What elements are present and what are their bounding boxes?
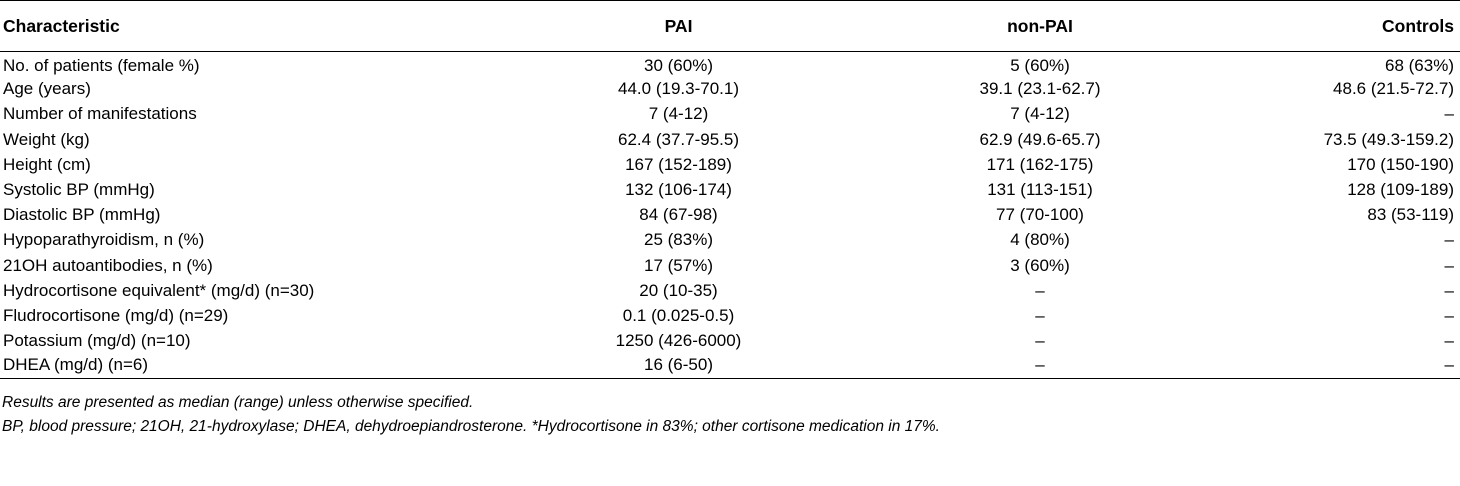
cell-non-pai: 131 (113-151) bbox=[987, 180, 1093, 200]
cell-pai: 84 (67-98) bbox=[639, 205, 718, 225]
header-characteristic: Characteristic bbox=[0, 1, 430, 52]
footnote-abbreviations: BP, blood pressure; 21OH, 21-hydroxylase; DHEA, dehydroepiandrosterone. *Hydrocortisone in 83%; other cortisone medication in 17%. bbox=[2, 418, 940, 436]
cell-controls: – bbox=[1444, 305, 1454, 325]
cell-pai: 62.4 (37.7-95.5) bbox=[618, 129, 739, 149]
cell-controls: 128 (109-189) bbox=[1347, 180, 1454, 200]
cell-pai: 1250 (426-6000) bbox=[615, 331, 742, 351]
cell-characteristic: 21OH autoantibodies, n (%) bbox=[3, 255, 213, 275]
cell-controls: – bbox=[1444, 280, 1454, 300]
cell-controls: – bbox=[1444, 255, 1454, 275]
cell-characteristic: Hydrocortisone equivalent* (mg/d) (n=30) bbox=[3, 280, 315, 300]
cell-pai: 7 (4-12) bbox=[648, 104, 709, 124]
table-row bbox=[0, 77, 1460, 102]
cell-non-pai: 4 (80%) bbox=[1010, 230, 1070, 250]
cell-controls: 48.6 (21.5-72.7) bbox=[1333, 79, 1454, 99]
cell-controls: – bbox=[1185, 354, 1460, 379]
cell-characteristic: Number of manifestations bbox=[3, 104, 197, 124]
cell-pai: 25 (83%) bbox=[644, 230, 713, 250]
cell-pai: 16 (6-50) bbox=[430, 354, 895, 379]
cell-characteristic: Systolic BP (mmHg) bbox=[3, 180, 155, 200]
cell-pai: 167 (152-189) bbox=[625, 154, 732, 174]
table-row bbox=[0, 329, 1460, 354]
cell-non-pai: 3 (60%) bbox=[1010, 255, 1070, 275]
cell-non-pai: – bbox=[895, 354, 1185, 379]
footnote-results-note: Results are presented as median (range) unless otherwise specified. bbox=[2, 394, 474, 412]
table-footnotes bbox=[0, 391, 1460, 439]
table-row bbox=[0, 228, 1460, 253]
cell-controls: 73.5 (49.3-159.2) bbox=[1323, 129, 1454, 149]
cell-non-pai: 62.9 (49.6-65.7) bbox=[979, 129, 1101, 149]
cell-non-pai: – bbox=[1035, 305, 1045, 325]
cell-non-pai: 39.1 (23.1-62.7) bbox=[979, 79, 1101, 99]
cell-controls: 83 (53-119) bbox=[1367, 205, 1454, 225]
table-row bbox=[0, 253, 1460, 278]
cell-characteristic: DHEA (mg/d) (n=6) bbox=[0, 354, 430, 379]
cell-characteristic: Fludrocortisone (mg/d) (n=29) bbox=[3, 305, 229, 325]
header-row bbox=[0, 1, 1460, 52]
table-row bbox=[0, 354, 1460, 379]
header-pai: PAI bbox=[430, 1, 895, 52]
cell-non-pai: 171 (162-175) bbox=[986, 154, 1094, 174]
header-controls: Controls bbox=[1185, 1, 1460, 52]
table-row bbox=[0, 152, 1460, 177]
cell-characteristic: Age (years) bbox=[3, 79, 91, 99]
cell-pai: 17 (57%) bbox=[644, 255, 713, 275]
table-row bbox=[0, 278, 1460, 303]
cell-characteristic: Height (cm) bbox=[3, 154, 91, 174]
cell-pai: 20 (10-35) bbox=[639, 280, 718, 300]
table-row bbox=[0, 303, 1460, 328]
table-row bbox=[0, 177, 1460, 202]
table-header bbox=[0, 1, 1460, 52]
header-non-pai: non-PAI bbox=[895, 1, 1185, 52]
cell-controls: 170 (150-190) bbox=[1347, 154, 1454, 174]
cell-controls: – bbox=[1444, 230, 1454, 250]
cell-characteristic: No. of patients (female %) bbox=[3, 56, 200, 76]
table-row bbox=[0, 52, 1460, 77]
cell-pai: 44.0 (19.3-70.1) bbox=[618, 79, 739, 99]
cell-controls: – bbox=[1444, 104, 1454, 124]
table-row bbox=[0, 127, 1460, 152]
cell-non-pai: – bbox=[1035, 280, 1045, 300]
table-body bbox=[0, 52, 1460, 379]
cell-controls: – bbox=[1444, 331, 1454, 351]
cell-non-pai: 77 (70-100) bbox=[996, 205, 1084, 225]
cell-characteristic: Weight (kg) bbox=[3, 129, 90, 149]
cell-non-pai: – bbox=[1035, 331, 1045, 351]
cell-controls: 68 (63%) bbox=[1385, 56, 1454, 76]
cell-non-pai: 7 (4-12) bbox=[1010, 104, 1070, 124]
cell-characteristic: Potassium (mg/d) (n=10) bbox=[3, 331, 191, 351]
cell-pai: 30 (60%) bbox=[644, 56, 713, 76]
cell-pai: 132 (106-174) bbox=[625, 180, 732, 200]
cell-characteristic: Hypoparathyroidism, n (%) bbox=[3, 230, 205, 250]
cell-pai: 0.1 (0.025-0.5) bbox=[622, 305, 735, 325]
table-row bbox=[0, 102, 1460, 127]
cell-characteristic: Diastolic BP (mmHg) bbox=[3, 205, 161, 225]
cell-non-pai: 5 (60%) bbox=[1010, 56, 1070, 76]
table-row bbox=[0, 203, 1460, 228]
